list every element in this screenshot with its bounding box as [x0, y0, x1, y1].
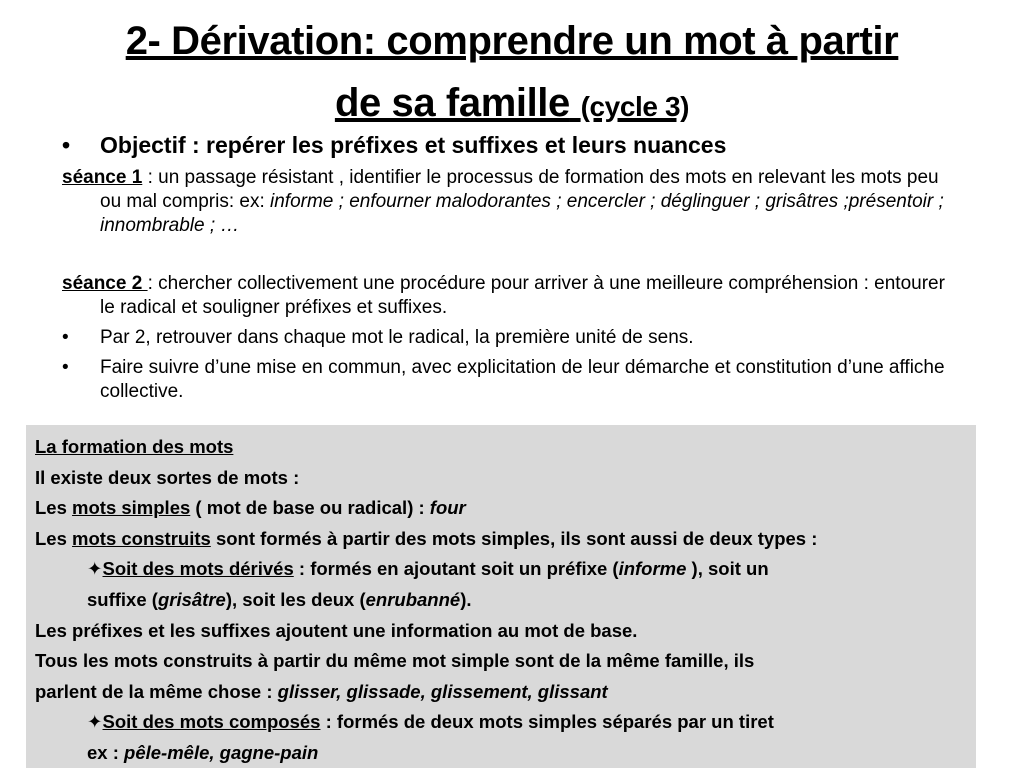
box-construits	[35, 524, 967, 555]
box-heading-text: La formation des mots	[35, 436, 234, 457]
box-composes	[35, 707, 967, 738]
simples-post: ( mot de base ou radical) :	[190, 497, 430, 519]
seance-1-text: : un passage résistant , identifier le processus de formation des mots en relevant les mots peu ou mal compris: ex:	[100, 167, 939, 212]
suffixe-example-2: enrubanné	[365, 588, 461, 610]
seance-1	[62, 166, 962, 238]
suffixe-mid: ), soit les deux (	[225, 588, 366, 610]
derives-mid: ), soit un	[686, 558, 769, 580]
seance-2-label: séance 2	[62, 273, 148, 294]
derives-post: : formés en ajoutant soit un préfixe (	[293, 558, 619, 580]
slide-body	[62, 130, 962, 404]
derives-term: Soit des mots dérivés	[102, 558, 294, 580]
box-suffixe	[35, 585, 967, 616]
title-line-2	[335, 81, 689, 125]
derives-example: informe	[618, 558, 687, 580]
star-icon: ✦	[87, 711, 103, 733]
star-icon: ✦	[87, 558, 103, 580]
suffixe-pre: suffixe (	[87, 588, 158, 610]
ex-words: pêle-mêle, gagne-pain	[124, 741, 319, 763]
seance-1-label: séance 1	[62, 167, 143, 188]
seance-1-examples: informe ; enfourner malodorantes ; encercler ; déglinguer ; grisâtres ;présentoir ; innombrable ; …	[100, 191, 944, 236]
construits-term: mots construits	[72, 527, 211, 549]
box-line-2: Il existe deux sortes de mots :	[35, 466, 300, 488]
formation-box	[26, 425, 976, 768]
title-line-1: 2- Dérivation: comprendre un mot à partir	[125, 19, 899, 63]
suffixe-example: grisâtre	[157, 588, 226, 610]
box-prefixes: Les préfixes et les suffixes ajoutent une information au mot de base.	[35, 619, 638, 641]
box-simples	[35, 493, 967, 524]
box-parlent	[35, 677, 967, 708]
construits-pre: Les	[35, 527, 73, 549]
bullet-2: • Faire suivre d’une mise en commun, avec explicitation de leur démarche et constitution d’une affiche collective.	[62, 356, 962, 404]
box-heading	[35, 432, 967, 463]
simples-pre: Les	[35, 497, 73, 519]
composes-post: : formés de deux mots simples séparés par un tiret	[320, 711, 774, 733]
composes-term: Soit des mots composés	[102, 711, 321, 733]
seance-2	[62, 272, 962, 320]
title-family: de sa famille	[334, 81, 570, 125]
slide-title	[20, 10, 1004, 138]
simples-example: four	[429, 497, 466, 519]
parlent-examples: glisser, glissade, glissement, glissant	[277, 680, 608, 702]
bullet-1: • Par 2, retrouver dans chaque mot le radical, la première unité de sens.	[62, 326, 962, 350]
simples-term: mots simples	[72, 497, 191, 519]
seance-2-text: : chercher collectivement une procédure pour arriver à une meilleure compréhension : entourer le radical et souligner préfixes et suffixes.	[100, 273, 945, 318]
title-cycle: (cycle 3)	[580, 91, 690, 122]
box-ex	[35, 738, 967, 769]
suffixe-end: ).	[460, 588, 472, 610]
construits-post: sont formés à partir des mots simples, ils sont aussi de deux types :	[210, 527, 818, 549]
ex-pre: ex :	[87, 741, 125, 763]
box-derives	[35, 554, 967, 585]
objective-bullet: • Objectif : repérer les préfixes et suffixes et leurs nuances	[62, 130, 962, 160]
parlent-pre: parlent de la même chose :	[35, 680, 278, 702]
box-famille: Tous les mots construits à partir du même mot simple sont de la même famille, ils	[35, 650, 755, 672]
